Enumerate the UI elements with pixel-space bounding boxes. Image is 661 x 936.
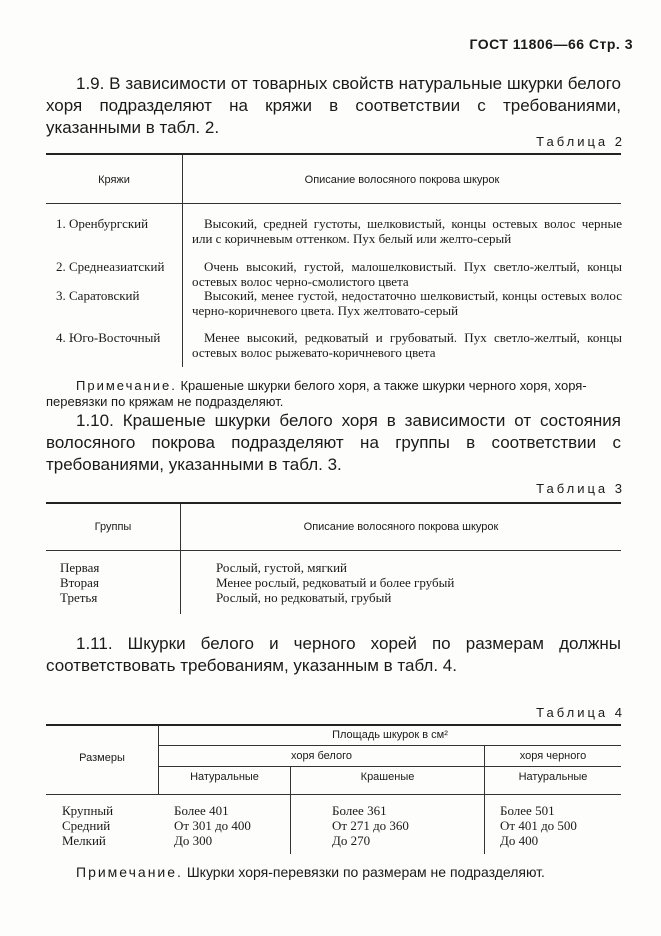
table2-note: [46, 378, 621, 410]
paragraph-1-11: 1.11. Шкурки белого и черного хорей по размерам должны соответствовать требованиям, указанным в табл. 4.: [46, 634, 621, 675]
paragraph-1-9: 1.9. В зависимости от товарных свойств натуральные шкурки белого хоря подразделяют на кряжи в соответствии с требованиями, указанными в табл. 2.: [46, 74, 621, 137]
table4-header-sizes: Размеры: [79, 752, 125, 764]
table4-species-rule: [159, 766, 621, 767]
table4-header-white: хоря белого: [291, 750, 352, 762]
table4-row-3-dyed: До 270: [332, 833, 371, 848]
table4-row-3-size: Мелкий: [62, 833, 106, 848]
table3-caption: Таблица 3: [536, 481, 625, 496]
table3-row-3-name: Третья: [60, 590, 98, 605]
table4-row-2-size: Средний: [62, 818, 111, 833]
table4-row-2-nat: От 301 до 400: [174, 818, 251, 833]
table2-row-2-desc: Очень высокий, густой, малошелковистый. Пух светло-желтый, концы остевых волос черно-смолистого цвета: [192, 259, 622, 289]
table3-header-description: Описание волосяного покрова шкурок: [303, 521, 499, 533]
table2-row-4-name: 4. Юго-Восточный: [56, 330, 161, 345]
table4-header-rule: [46, 794, 621, 795]
table2-note-text: Крашеные шкурки белого хоря, а также шкурки черного хоря, хоря-перевязки по кряжам не подразделяют.: [46, 378, 587, 409]
table4-note: [46, 864, 621, 880]
table4-row-1-dyed: Более 361: [332, 803, 387, 818]
table3-header-groups: Группы: [94, 521, 132, 533]
table3-row-3-desc: Рослый, но редковатый, грубый: [216, 590, 392, 605]
table2-col-divider: [182, 155, 183, 367]
table2-note-label: Примечание.: [76, 378, 177, 393]
table3-top-rule: [46, 502, 621, 504]
table4-row-2-dyed: От 271 до 360: [332, 818, 409, 833]
table3-row-1-desc: Рослый, густой, мягкий: [216, 560, 348, 575]
table2-row-3-name: 3. Саратовский: [56, 288, 140, 303]
table2-row-3-desc: Высокий, менее густой, недостаточно шелковистый, концы остевых волос черно-коричневого цвета. Пух желтовато-серый: [192, 288, 622, 318]
table4-note-label: Примечание.: [76, 864, 183, 880]
table2-header-regions: Кряжи: [98, 174, 130, 186]
table4-header-dyed: Крашеные: [360, 771, 415, 783]
paragraph-1-10: 1.10. Крашеные шкурки белого хоря в зависимости от состояния волосяного покрова подразделяют на группы в соответствии с требованиями, указанными в табл. 3.: [46, 411, 621, 474]
page-header: ГОСТ 11806—66 Стр. 3: [469, 36, 633, 52]
table4-header-natural-black: Натуральные: [518, 771, 588, 783]
table4-row-3-black: До 400: [500, 833, 539, 848]
table3-row-2-name: Вторая: [60, 575, 99, 590]
table4-top-rule: [46, 724, 621, 726]
table2-row-1-name: 1. Оренбургский: [56, 216, 149, 231]
table4-row-3-nat: До 300: [174, 833, 213, 848]
table4-header-natural: Натуральные: [190, 771, 259, 783]
table2-row-4-desc: Менее высокий, редковатый и грубоватый. Пух светло-желтый, концы остевых волос рыжевато-коричневого цвета: [192, 330, 622, 360]
table2-row-2-name: 2. Среднеазиатский: [56, 259, 165, 274]
table2-caption: Таблица 2: [536, 134, 625, 149]
table4-caption: Таблица 4: [536, 705, 625, 720]
table4-header-black: хоря черного: [519, 750, 587, 762]
table4-row-1-size: Крупный: [62, 803, 114, 818]
table2-header-description: Описание волосяного покрова шкурок: [304, 174, 500, 186]
table4-row-1-nat: Более 401: [174, 803, 229, 818]
table2-header-rule: [46, 203, 621, 204]
table4-row-1-black: Более 501: [500, 803, 555, 818]
table4-header-area: Площадь шкурок в см²: [332, 729, 448, 741]
table3-row-2-desc: Менее рослый, редковатый и более грубый: [216, 575, 455, 590]
table2-top-rule: [46, 153, 621, 155]
table2-row-1-desc: Высокий, средней густоты, шелковистый, концы остевых волос черные или с коричневым оттенком. Пух белый или желто-серый: [192, 216, 622, 246]
table3-header-rule: [46, 550, 621, 551]
table3-row-1-name: Первая: [60, 560, 100, 575]
table4-area-rule: [159, 745, 621, 746]
table4-row-2-black: От 401 до 500: [500, 818, 577, 833]
table4-note-text: Шкурки хоря-перевязки по размерам не подразделяют.: [186, 864, 545, 880]
